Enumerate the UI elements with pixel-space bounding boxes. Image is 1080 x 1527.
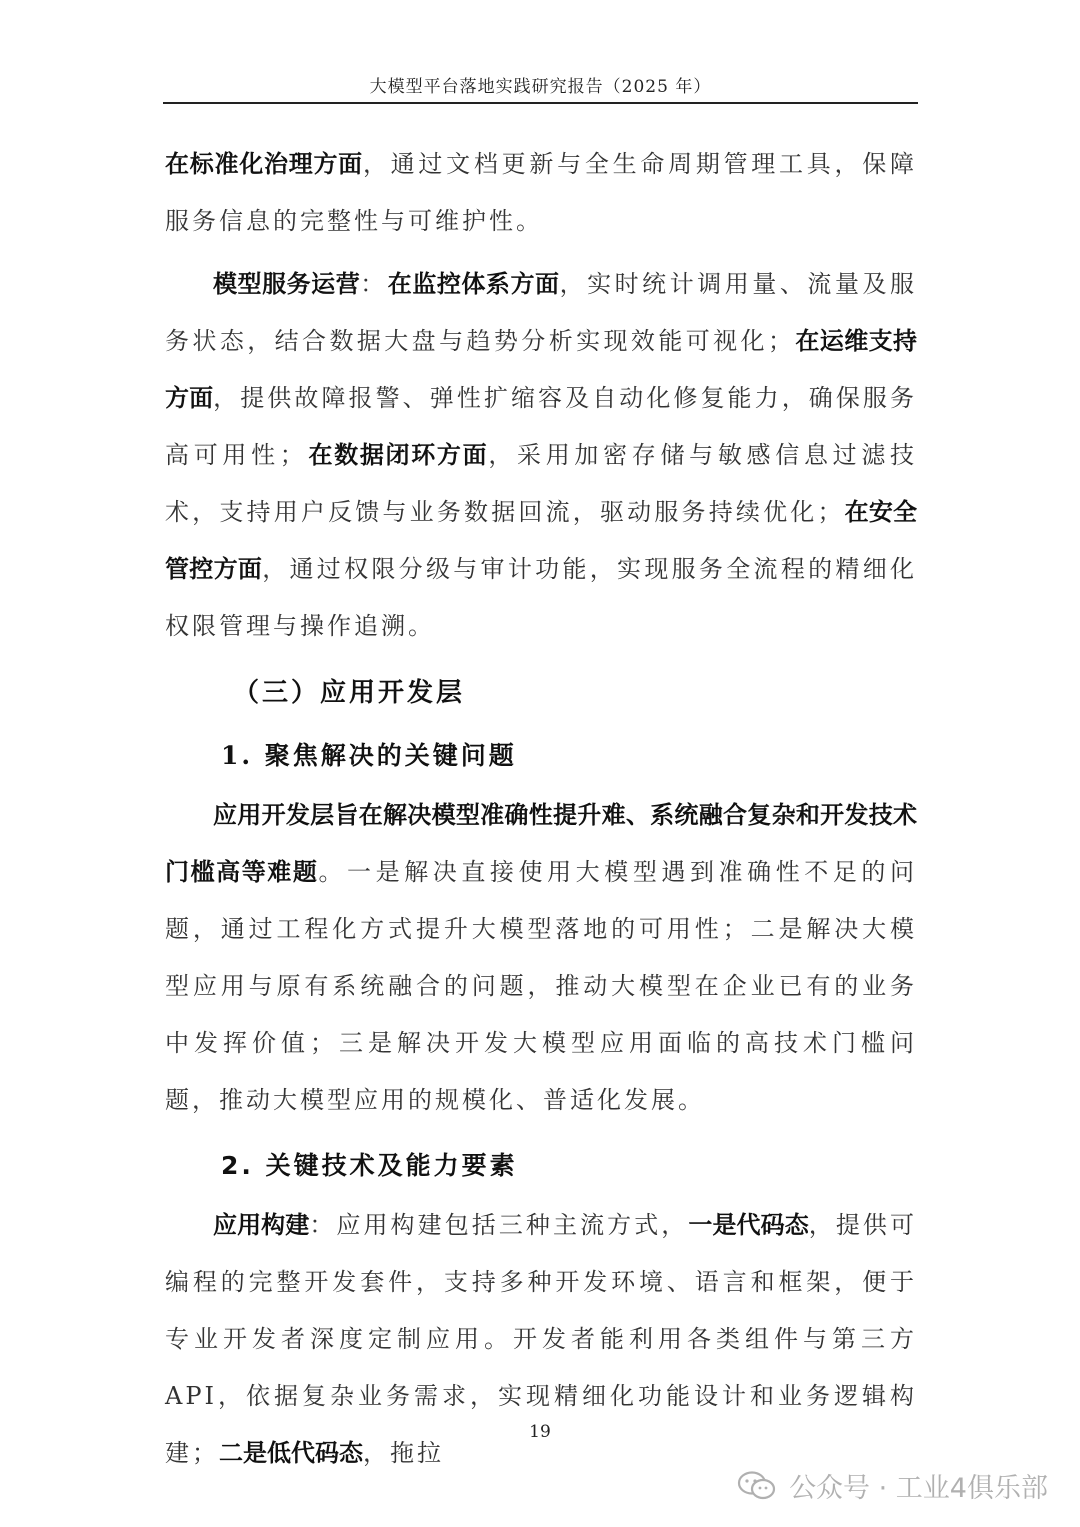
paragraph-text: ：: [360, 270, 388, 298]
bold-lead: 在数据闭环方面: [306, 441, 489, 469]
section-heading: （三）应用开发层: [233, 678, 466, 708]
paragraph-text: ，通过权限分级与审计功能，实现服务全流程的精细化权限管理与操作追溯。: [165, 555, 918, 640]
document-body: [165, 136, 917, 1482]
page-number: 19: [529, 1422, 551, 1442]
bold-lead: 模型服务运营: [213, 270, 361, 298]
watermark-text: 公众号 · 工业4俱乐部: [789, 1473, 1048, 1504]
bold-lead: 二是低代码态: [219, 1439, 363, 1467]
bold-lead: 应用构建: [213, 1211, 310, 1239]
paragraph-standardization: [165, 136, 917, 250]
paragraph-key-problems: [165, 787, 917, 1129]
bold-lead: 在安全管控方面: [165, 498, 918, 583]
paragraph-text: ，提供故障报警、弹性扩缩容及自动化修复能力，确保服务高可用性；: [165, 384, 918, 469]
bold-lead: 在运维支持方面: [165, 327, 918, 412]
paragraph-text: ，采用加密存储与敏感信息过滤技术，支持用户反馈与业务数据回流，驱动服务持续优化；: [165, 441, 918, 526]
wechat-icon: [737, 1471, 777, 1501]
watermark: [737, 1466, 1048, 1505]
running-header: 大模型平台落地实践研究报告（2025 年）: [369, 77, 712, 97]
bold-lead: 在标准化治理方面: [165, 150, 363, 178]
paragraph-text: ：应用构建包括三种主流方式，: [309, 1211, 689, 1239]
paragraph-text: ，实时统计调用量、流量及服务状态，结合数据大盘与趋势分析实现效能可视化；: [165, 270, 918, 355]
paragraph-text: ，通过文档更新与全生命周期管理工具，保障服务信息的完整性与可维护性。: [165, 150, 918, 235]
subsection-heading-2: 2. 关键技术及能力要素: [221, 1151, 518, 1180]
header-rule: [163, 102, 918, 104]
bold-lead: 在监控体系方面: [387, 270, 560, 298]
paragraph-text: ，提供可编程的完整开发套件，支持多种开发环境、语言和框架，便于专业开发者深度定制应用。开发者能利用各类组件与第三方 API，依据复杂业务需求，实现精细化功能设计和业务逻辑构建；: [165, 1211, 918, 1467]
bold-lead: 一是代码态: [688, 1211, 809, 1239]
paragraph-text: ，拖拉: [363, 1439, 444, 1467]
bold-lead: 应用开发层旨在解决模型准确性提升难、系统融合复杂和开发技术门槛高等难题: [165, 801, 917, 886]
subsection-heading-1: 1. 聚焦解决的关键问题: [221, 741, 517, 770]
paragraph-text: 。一是解决直接使用大模型遇到准确性不足的问题，通过工程化方式提升大模型落地的可用性；二是解决大模型应用与原有系统融合的问题，推动大模型在企业已有的业务中发挥价值；三是解决开发大模型应用面临的高技术门槛问题，推动大模型应用的规模化、普适化发展。: [165, 858, 918, 1114]
paragraph-service-operation: [165, 256, 917, 655]
